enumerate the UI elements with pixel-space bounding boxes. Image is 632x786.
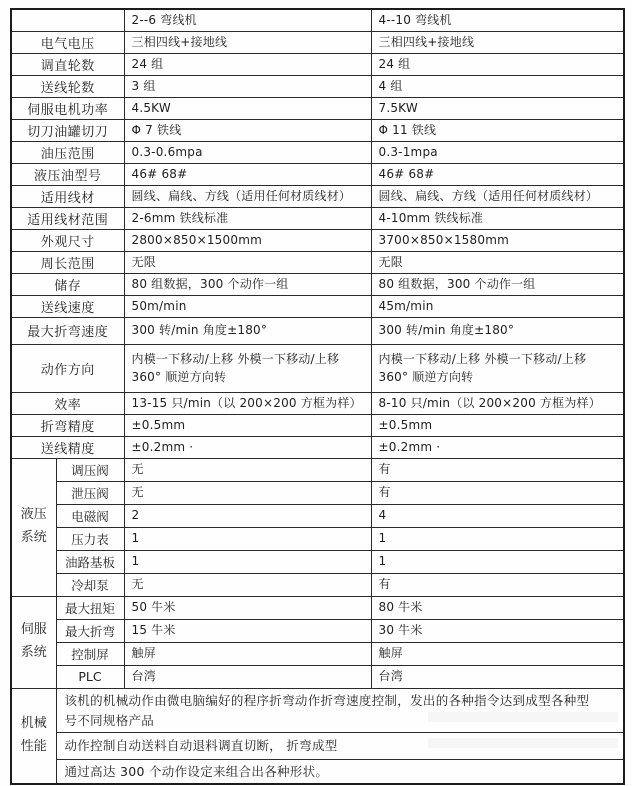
table-row [11,550,624,573]
header-model-1: 2--6 弯线机 [124,9,371,31]
value-col1: 触屏 [124,642,371,665]
sub-label: 调压阀 [56,458,124,481]
value-col2: 7.5KW [371,97,624,119]
row-label: 电气电压 [11,31,124,53]
row-label: 动作方向 [11,344,124,392]
row-label: 最大折弯速度 [11,317,124,344]
table-row [11,53,624,75]
value-col1: 无 [124,481,371,504]
spec-table [10,8,625,785]
sub-label: 冷却泵 [56,573,124,596]
value-col2: 触屏 [371,642,624,665]
value-col1: 内模一下移动/上移 外模一下移动/上移 360° 顺逆方向转 [124,344,371,392]
row-label: 调直轮数 [11,53,124,75]
value-col2: Φ 11 铁线 [371,119,624,141]
section-label-hydraulic: 液压系统 [11,458,56,596]
table-row [11,688,624,732]
table-row [11,619,624,642]
value-col2: 有 [371,481,624,504]
value-col2: 有 [371,458,624,481]
sub-label: 油路基板 [56,550,124,573]
row-label: 切刀油罐切刀 [11,119,124,141]
value-col1: 三相四线+接地线 [124,31,371,53]
value-col1: 圆线、扁线、方线（适用任何材质线材） [124,185,371,207]
value-col2: ±0.5mm [371,414,624,436]
header-blank-cell [11,9,124,31]
value-col1: ±0.5mm [124,414,371,436]
sub-label: 压力表 [56,527,124,550]
value-col1: Φ 7 铁线 [124,119,371,141]
value-col2: 45m/min [371,295,624,317]
sub-label: 电磁阀 [56,504,124,527]
row-label: 液压油型号 [11,163,124,185]
value-col1: 80 组数据，300 个动作一组 [124,273,371,295]
value-col1: 3 组 [124,75,371,97]
value-col1: 无 [124,458,371,481]
value-col1: 15 牛米 [124,619,371,642]
sub-label: 泄压阀 [56,481,124,504]
table-row [11,185,624,207]
value-col1: 1 [124,550,371,573]
value-col2: 有 [371,573,624,596]
value-col2: 80 牛米 [371,596,624,619]
table-row [11,527,624,550]
value-col1: 24 组 [124,53,371,75]
row-label: 适用线材 [11,185,124,207]
table-row [11,732,624,759]
value-col1: 4.5KW [124,97,371,119]
value-col2: 3700×850×1580mm [371,229,624,251]
value-col1: 2800×850×1500mm [124,229,371,251]
table-row [11,317,624,344]
row-label: 送线速度 [11,295,124,317]
value-col1: 300 转/min 角度±180° [124,317,371,344]
sub-label: 最大扭矩 [56,596,124,619]
value-col2: ±0.2mm · [371,436,624,458]
value-col1: 2-6mm 铁线标准 [124,207,371,229]
row-label: 送线精度 [11,436,124,458]
row-label: 效率 [11,392,124,414]
mechanical-text-line: 动作控制自动送料自动退料调直切断， 折弯成型 [56,732,624,759]
mechanical-text-line: 该机的机械动作由微电脑编好的程序折弯动作折弯速度控制，发出的各种指令达到成型各种型号不同规格产品 [56,688,624,732]
value-col1: 2 [124,504,371,527]
table-row [11,481,624,504]
table-row [11,251,624,273]
value-col2: 30 牛米 [371,619,624,642]
table-row [11,414,624,436]
value-col2: 1 [371,550,624,573]
value-col2: 4-10mm 铁线标准 [371,207,624,229]
row-label: 油压范围 [11,141,124,163]
row-label: 伺服电机功率 [11,97,124,119]
table-row [11,141,624,163]
table-row [11,642,624,665]
value-col2: 80 组数据，300 个动作一组 [371,273,624,295]
table-row [11,97,624,119]
value-col1: 50 牛米 [124,596,371,619]
value-col2: 0.3-1mpa [371,141,624,163]
value-col2: 8-10 只/min（以 200×200 方框为样） [371,392,624,414]
table-row [11,344,624,392]
table-row [11,596,624,619]
table-row [11,665,624,688]
table-row [11,163,624,185]
value-col1: 无限 [124,251,371,273]
row-label: 适用线材范围 [11,207,124,229]
sub-label: PLC [56,665,124,688]
table-row [11,573,624,596]
table-row [11,392,624,414]
row-label: 折弯精度 [11,414,124,436]
value-col1: 0.3-0.6mpa [124,141,371,163]
table-row [11,229,624,251]
value-col1: 50m/min [124,295,371,317]
mechanical-text-line: 通过高达 300 个动作设定来组合出各种形状。 [56,759,624,784]
header-model-2: 4--10 弯线机 [371,9,624,31]
value-col1: 13-15 只/min（以 200×200 方框为样） [124,392,371,414]
value-col2: 46# 68# [371,163,624,185]
section-label-servo: 伺服系统 [11,596,56,688]
value-col1: ±0.2mm · [124,436,371,458]
table-row [11,273,624,295]
table-row [11,75,624,97]
value-col2: 1 [371,527,624,550]
table-row [11,504,624,527]
row-label: 外观尺寸 [11,229,124,251]
table-row [11,31,624,53]
value-col2: 三相四线+接地线 [371,31,624,53]
value-col2: 4 组 [371,75,624,97]
value-col2: 300 转/min 角度±180° [371,317,624,344]
table-row [11,759,624,784]
value-col1: 1 [124,527,371,550]
row-label: 周长范围 [11,251,124,273]
value-col2: 无限 [371,251,624,273]
row-label: 送线轮数 [11,75,124,97]
value-col1: 无 [124,573,371,596]
table-row [11,436,624,458]
value-col1: 46# 68# [124,163,371,185]
value-col1: 台湾 [124,665,371,688]
section-label-mechanical: 机械性能 [11,688,56,784]
row-label: 储存 [11,273,124,295]
table-row [11,207,624,229]
value-col2: 24 组 [371,53,624,75]
sub-label: 最大折弯 [56,619,124,642]
table-row [11,295,624,317]
sub-label: 控制屏 [56,642,124,665]
value-col2: 4 [371,504,624,527]
value-col2: 圆线、扁线、方线（适用任何材质线材） [371,185,624,207]
table-row [11,119,624,141]
header-row [11,9,624,31]
value-col2: 台湾 [371,665,624,688]
value-col2: 内模一下移动/上移 外模一下移动/上移 360° 顺逆方向转 [371,344,624,392]
table-row [11,458,624,481]
